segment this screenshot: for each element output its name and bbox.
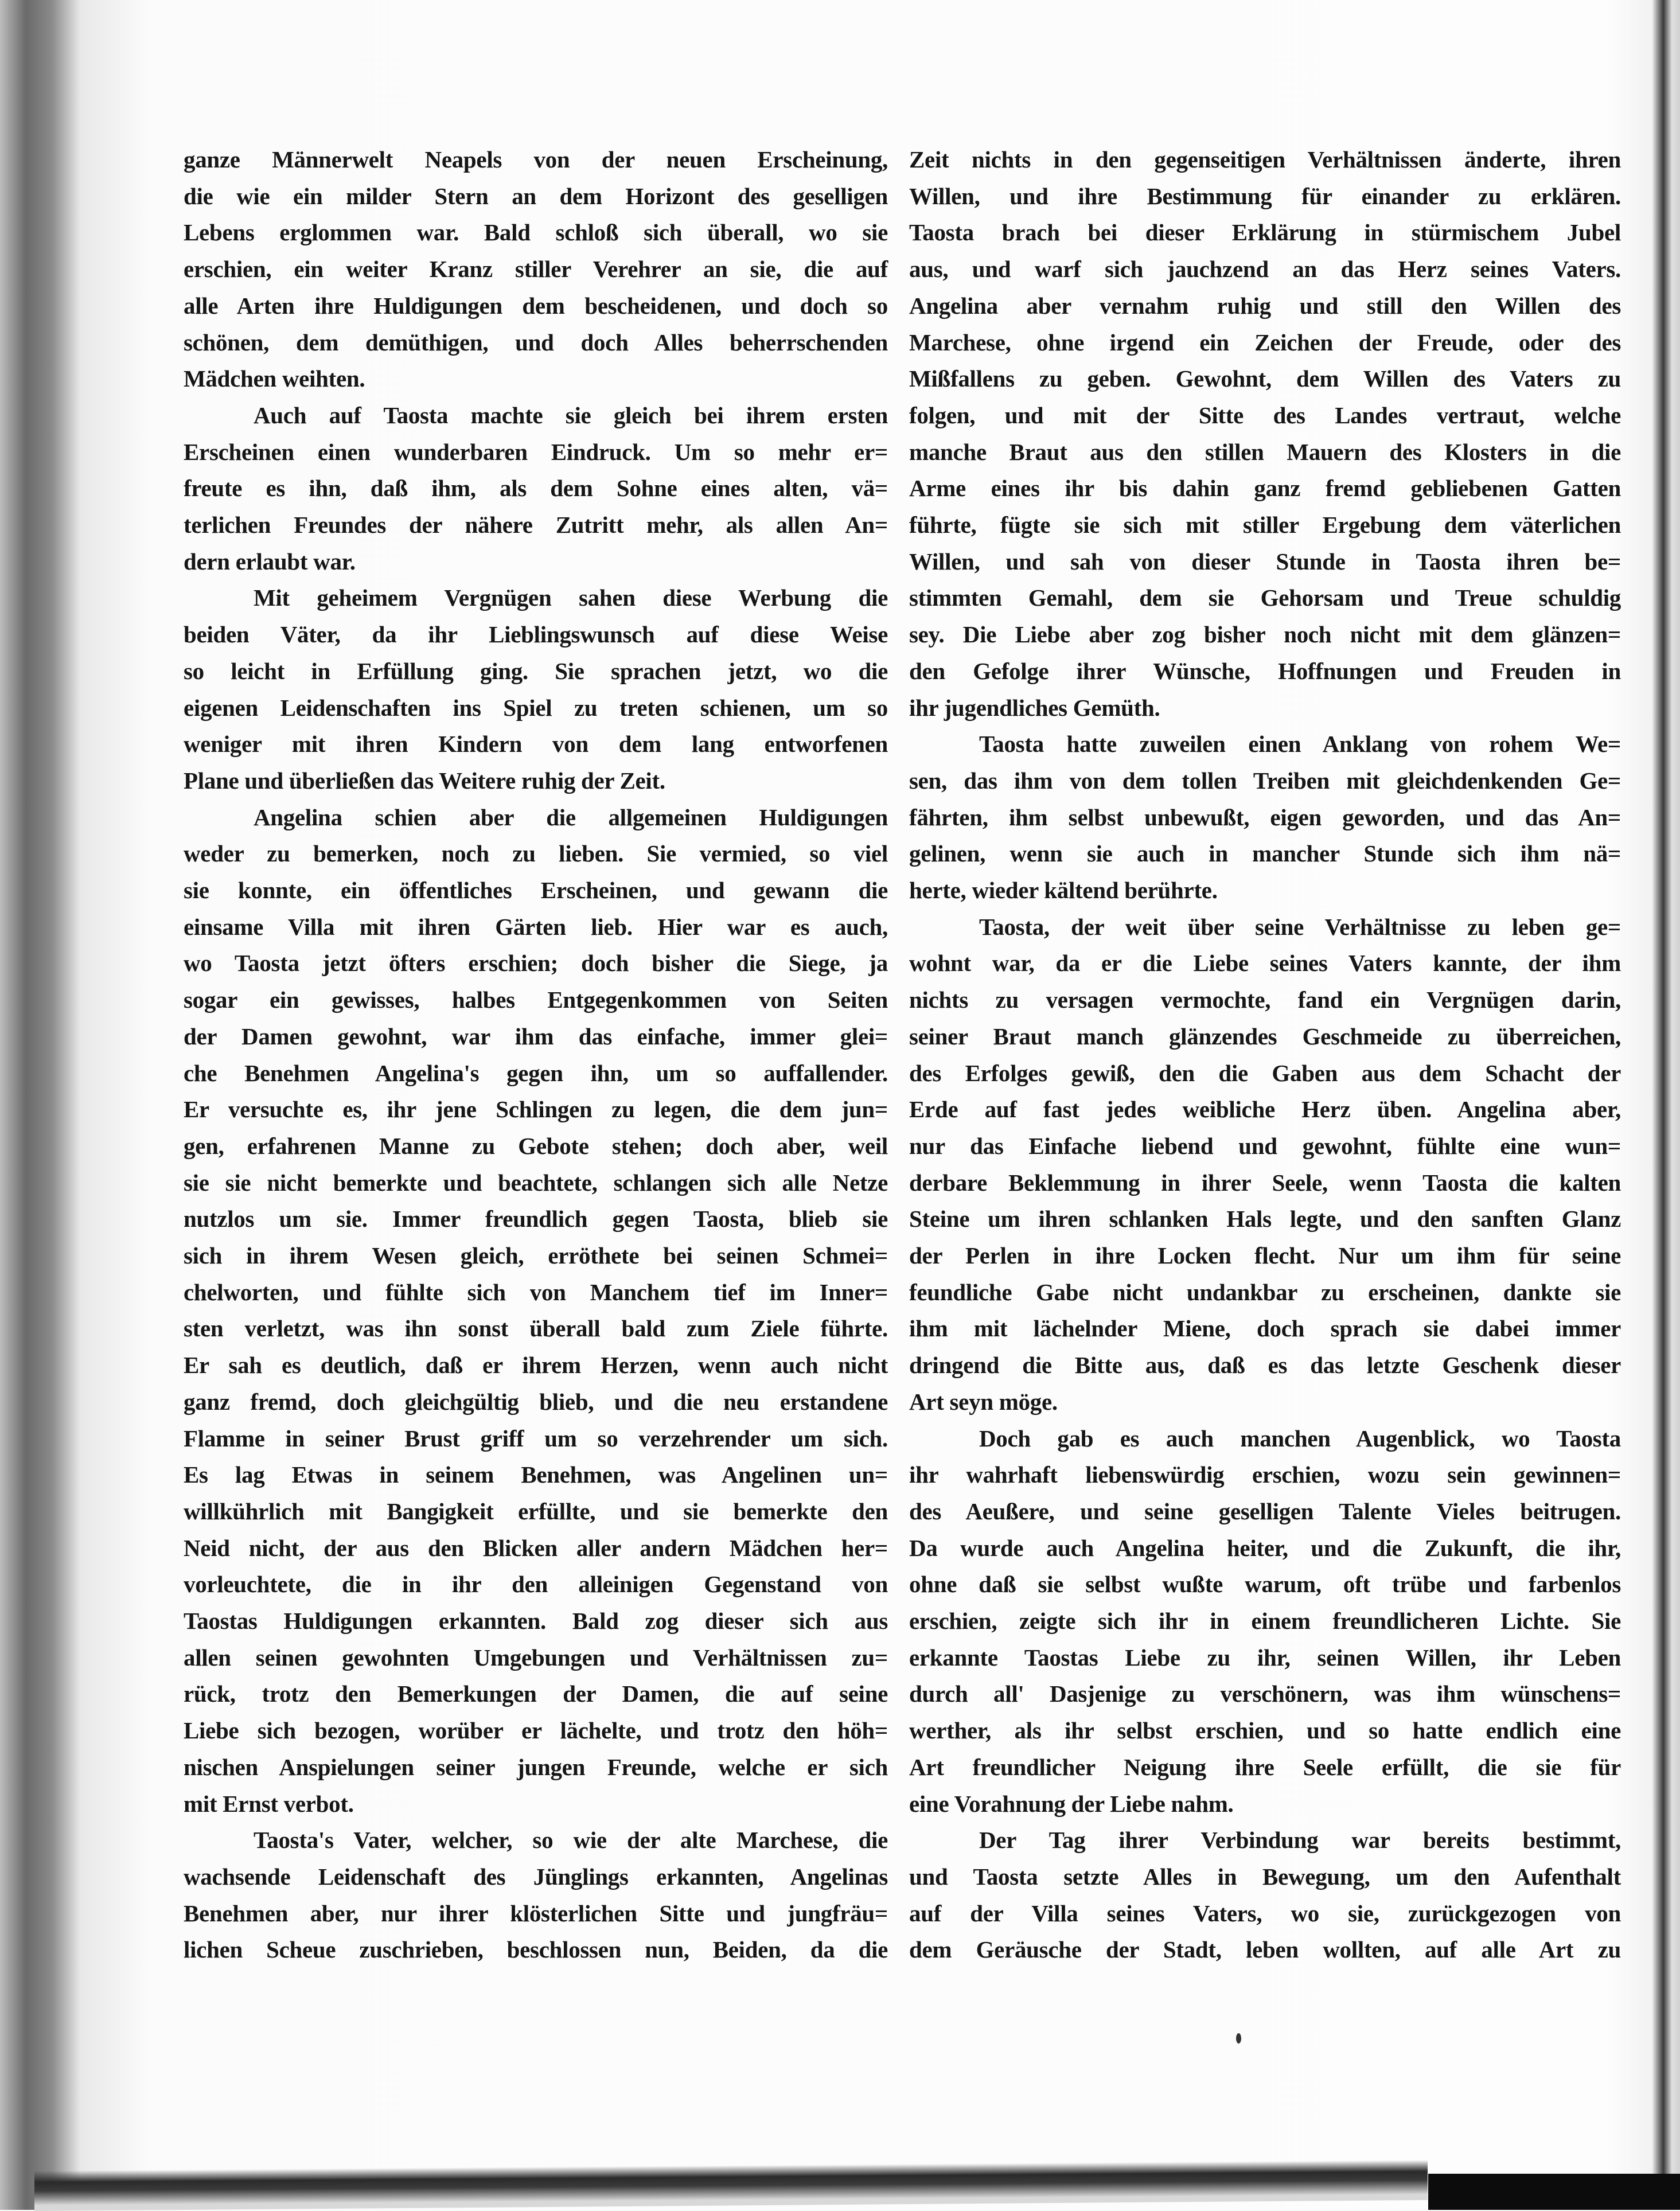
text-line: auf der Villa seines Vaters, wo sie, zurückgezogen von — [909, 1900, 1621, 1927]
text-line: Art freundlicher Neigung ihre Seele erfüllt, die sie für — [909, 1753, 1621, 1780]
text-line: Marchese, ohne irgend ein Zeichen der Freude, oder des — [909, 329, 1621, 356]
text-line: weniger mit ihren Kindern von dem lang entworfenen — [184, 731, 888, 758]
text-line: Taosta's Vater, welcher, so wie der alte Marchese, die — [254, 1827, 888, 1854]
text-line: freute es ihn, daß ihm, als dem Sohne eines alten, vä= — [184, 475, 888, 502]
text-line: Art seyn möge. — [909, 1388, 1058, 1415]
text-line: sten verletzt, was ihn sonst überall bald zum Ziele führte. — [184, 1315, 888, 1342]
text-line: feundliche Gabe nicht undankbar zu erscheinen, dankte sie — [909, 1278, 1621, 1305]
text-line: ihr wahrhaft liebenswürdig erschien, wozu sein gewinnen= — [909, 1461, 1621, 1488]
text-line: so leicht in Erfüllung ging. Sie sprachen jetzt, wo die — [184, 657, 888, 684]
text-line: durch all' Dasjenige zu verschönern, was ihm wünschens= — [909, 1680, 1621, 1707]
text-line: Angelina schien aber die allgemeinen Huldigungen — [254, 804, 888, 830]
text-line: sen, das ihm von dem tollen Treiben mit gleichdenkenden Ge= — [909, 767, 1621, 794]
text-line: Taosta brach bei dieser Erklärung in stürmischem Jubel — [909, 219, 1621, 246]
text-line: wachsende Leidenschaft des Jünglings erkannten, Angelinas — [184, 1863, 888, 1890]
text-line: ihr jugendliches Gemüth. — [909, 694, 1160, 721]
text-line: Doch gab es auch manchen Augenblick, wo Taosta — [979, 1425, 1621, 1452]
text-line: chelworten, und fühlte sich von Manchem tief im Inner= — [184, 1278, 888, 1305]
text-line: Da wurde auch Angelina heiter, und die Zukunft, die ihr, — [909, 1534, 1621, 1561]
text-line: Steine um ihren schlanken Hals legte, und den sanften Glanz — [909, 1206, 1621, 1233]
text-line: sie sie nicht bemerkte und beachtete, schlangen sich alle Netze — [184, 1169, 888, 1196]
text-line: che Benehmen Angelina's gegen ihn, um so auffallender. — [184, 1059, 888, 1086]
text-line: erschien, zeigte sich ihr in einem freundlicheren Lichte. Sie — [909, 1608, 1621, 1634]
text-line: fährten, ihm selbst unbewußt, eigen geworden, und das An= — [909, 804, 1621, 830]
text-line: Liebe sich bezogen, worüber er lächelte, und trotz den höh= — [184, 1717, 888, 1744]
text-line: die wie ein milder Stern an dem Horizont des geselligen — [184, 182, 888, 209]
text-line: schönen, dem demüthigen, und doch Alles beherrschenden — [184, 329, 888, 356]
text-line: Er sah es deutlich, daß er ihrem Herzen, wenn auch nicht — [184, 1352, 888, 1379]
text-line: nur das Einfache liebend und gewohnt, fühlte eine wun= — [909, 1132, 1621, 1159]
text-line: Plane und überließen das Weitere ruhig der Zeit. — [184, 767, 665, 794]
text-line: und Taosta setzte Alles in Bewegung, um den Aufenthalt — [909, 1863, 1621, 1890]
text-line: Mißfallens zu geben. Gewohnt, dem Willen des Vaters zu — [909, 365, 1621, 392]
text-line: nutzlos um sie. Immer freundlich gegen Taosta, blieb sie — [184, 1206, 888, 1233]
text-line: Willen, und sah von dieser Stunde in Taosta ihren be= — [909, 548, 1621, 575]
text-line: Lebens erglommen war. Bald schloß sich überall, wo sie — [184, 219, 888, 246]
ink-mark — [1236, 2033, 1241, 2044]
text-line: lichen Scheue zuschrieben, beschlossen nun, Beiden, da die — [184, 1936, 888, 1963]
page-bottom-edge-shadow — [34, 2160, 1428, 2211]
text-line: stimmten Gemahl, dem sie Gehorsam und Treue schuldig — [909, 584, 1621, 611]
text-line: Der Tag ihrer Verbindung war bereits bestimmt, — [979, 1827, 1621, 1854]
text-line: erschien, ein weiter Kranz stiller Verehrer an sie, die auf — [184, 256, 888, 283]
text-line: sogar ein gewisses, halbes Entgegenkommen von Seiten — [184, 986, 888, 1013]
text-line: Benehmen aber, nur ihrer klösterlichen Sitte und jungfräu= — [184, 1900, 888, 1927]
text-line: nischen Anspielungen seiner jungen Freunde, welche er sich — [184, 1753, 888, 1780]
text-line: ganze Männerwelt Neapels von der neuen Erscheinung, — [184, 146, 888, 173]
text-line: aus, und warf sich jauchzend an das Herz seines Vaters. — [909, 256, 1621, 283]
text-line: folgen, und mit der Sitte des Landes vertraut, welche — [909, 401, 1621, 428]
text-line: derbare Beklemmung in ihrer Seele, wenn Taosta die kalten — [909, 1169, 1621, 1196]
text-line: ihm mit lächelnder Miene, doch sprach sie dabei immer — [909, 1315, 1621, 1342]
text-line: manche Braut aus den stillen Mauern des Klosters in die — [909, 438, 1621, 465]
text-line: Flamme in seiner Brust griff um so verzehrender um sich. — [184, 1425, 888, 1452]
scan-corner-shadow — [1428, 2174, 1680, 2210]
text-line: weder zu bemerken, noch zu lieben. Sie vermied, so viel — [184, 840, 888, 867]
text-line: Mit geheimem Vergnügen sahen diese Werbung die — [254, 584, 888, 611]
text-line: wo Taosta jetzt öfters erschien; doch bisher die Siege, ja — [184, 950, 888, 977]
text-line: Angelina aber vernahm ruhig und still den Willen des — [909, 292, 1621, 319]
text-line: Zeit nichts in den gegenseitigen Verhältnissen änderte, ihren — [909, 146, 1621, 173]
text-line: dem Geräusche der Stadt, leben wollten, auf alle Art zu — [909, 1936, 1621, 1963]
text-line: Willen, und ihre Bestimmung für einander zu erklären. — [909, 182, 1621, 209]
text-line: Erscheinen einen wunderbaren Eindruck. Um so mehr er= — [184, 438, 888, 465]
text-line: sie konnte, ein öffentliches Erscheinen, und gewann die — [184, 877, 888, 903]
text-line: mit Ernst verbot. — [184, 1790, 354, 1817]
text-line: beiden Väter, da ihr Lieblingswunsch auf diese Weise — [184, 621, 888, 648]
text-line: werther, als ihr selbst erschien, und so hatte endlich eine — [909, 1717, 1621, 1744]
text-line: rück, trotz den Bemerkungen der Damen, die auf seine — [184, 1680, 888, 1707]
text-line: sey. Die Liebe aber zog bisher noch nicht mit dem glänzen= — [909, 621, 1621, 648]
text-line: des Erfolges gewiß, den die Gaben aus dem Schacht der — [909, 1059, 1621, 1086]
text-line: herte, wieder kältend berührte. — [909, 877, 1218, 903]
text-line: Taosta hatte zuweilen einen Anklang von rohem We= — [979, 731, 1621, 758]
text-line: Auch auf Taosta machte sie gleich bei ihrem ersten — [254, 401, 888, 428]
text-line: seiner Braut manch glänzendes Geschmeide zu überreichen, — [909, 1023, 1621, 1050]
text-line: Er versuchte es, ihr jene Schlingen zu legen, die dem jun= — [184, 1096, 888, 1123]
text-line: einsame Villa mit ihren Gärten lieb. Hier war es auch, — [184, 913, 888, 940]
text-line: der Damen gewohnt, war ihm das einfache, immer glei= — [184, 1023, 888, 1050]
text-line: dringend die Bitte aus, daß es das letzte Geschenk dieser — [909, 1352, 1621, 1379]
text-line: wohnt war, da er die Liebe seines Vaters kannte, der ihm — [909, 950, 1621, 977]
text-line: sich in ihrem Wesen gleich, erröthete bei seinen Schmei= — [184, 1242, 888, 1269]
text-line: eigenen Leidenschaften ins Spiel zu treten schienen, um so — [184, 694, 888, 721]
text-line: Neid nicht, der aus den Blicken aller andern Mädchen her= — [184, 1534, 888, 1561]
text-line: führte, fügte sie sich mit stiller Ergebung dem väterlichen — [909, 512, 1621, 538]
text-line: Es lag Etwas in seinem Benehmen, was Angelinen un= — [184, 1461, 888, 1488]
text-line: erkannte Taostas Liebe zu ihr, seinen Willen, ihr Leben — [909, 1644, 1621, 1671]
text-line: terlichen Freundes der nähere Zutritt mehr, als allen An= — [184, 512, 888, 538]
text-line: ganz fremd, doch gleichgültig blieb, und die neu erstandene — [184, 1388, 888, 1415]
text-line: gen, erfahrenen Manne zu Gebote stehen; doch aber, weil — [184, 1132, 888, 1159]
text-line: Taostas Huldigungen erkannten. Bald zog dieser sich aus — [184, 1608, 888, 1634]
text-line: alle Arten ihre Huldigungen dem bescheidenen, und doch so — [184, 292, 888, 319]
text-line: eine Vorahnung der Liebe nahm. — [909, 1790, 1234, 1817]
text-line: vorleuchtete, die in ihr den alleinigen Gegenstand von — [184, 1571, 888, 1598]
text-line: willkührlich mit Bangigkeit erfüllte, und sie bemerkte den — [184, 1498, 888, 1524]
text-line: ohne daß sie selbst wußte warum, oft trübe und farbenlos — [909, 1571, 1621, 1598]
text-line: nichts zu versagen vermochte, fand ein Vergnügen darin, — [909, 986, 1621, 1013]
text-line: der Perlen in ihre Locken flecht. Nur um ihm für seine — [909, 1242, 1621, 1269]
text-line: Mädchen weihten. — [184, 365, 365, 392]
text-line: Taosta, der weit über seine Verhältnisse zu leben ge= — [979, 913, 1621, 940]
text-line: des Aeußere, und seine geselligen Talente Vieles beitrugen. — [909, 1498, 1621, 1524]
text-line: Arme eines ihr bis dahin ganz fremd gebliebenen Gatten — [909, 475, 1621, 502]
text-line: gelinen, wenn sie auch in mancher Stunde sich ihm nä= — [909, 840, 1621, 867]
text-line: Erde auf fast jedes weibliche Herz üben. Angelina aber, — [909, 1096, 1621, 1123]
text-line: den Gefolge ihrer Wünsche, Hoffnungen und Freuden in — [909, 657, 1621, 684]
text-line: dern erlaubt war. — [184, 548, 356, 575]
text-line: allen seinen gewohnten Umgebungen und Verhältnissen zu= — [184, 1644, 888, 1671]
